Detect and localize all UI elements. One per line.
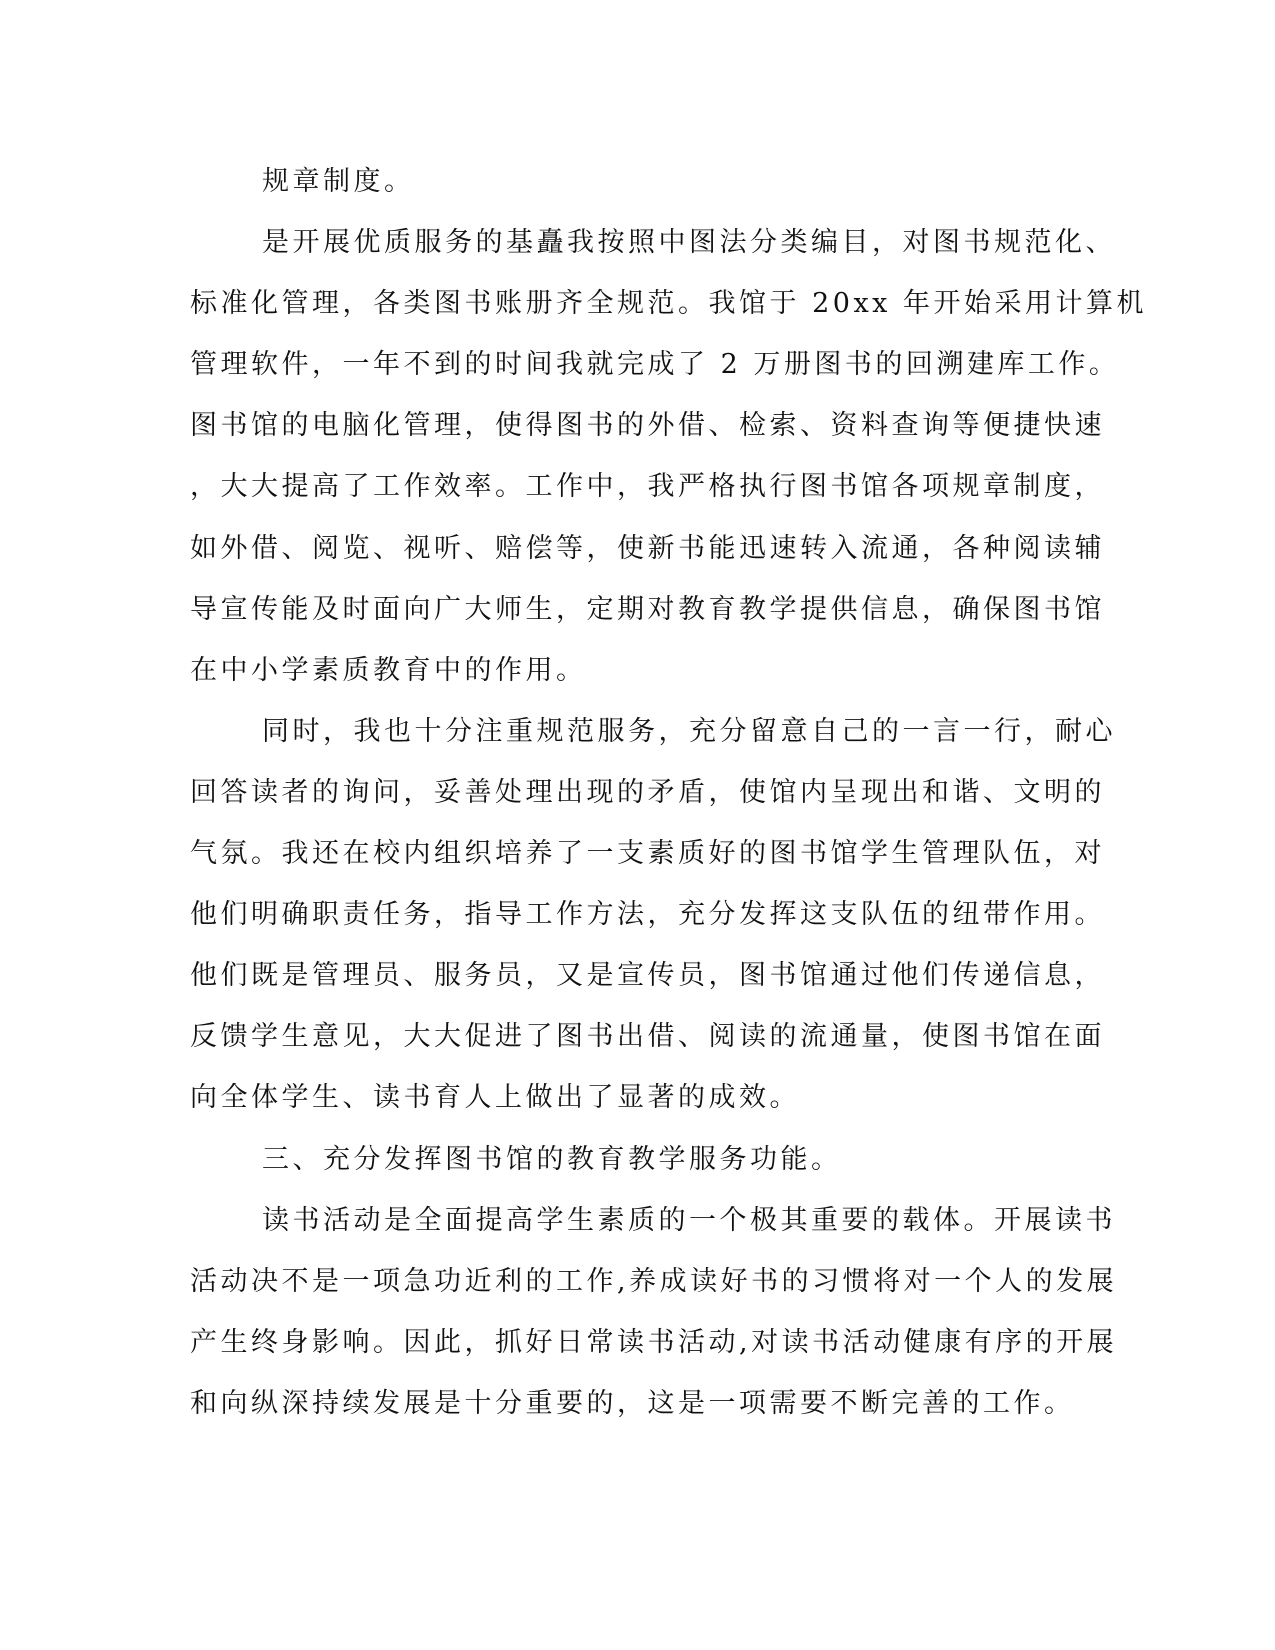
text-line: 气氛。我还在校内组织培养了一支素质好的图书馆学生管理队伍，对 bbox=[190, 838, 1105, 870]
text-line: 在中小学素质教育中的作用。 bbox=[190, 654, 587, 686]
section-heading: 三、充分发挥图书馆的教育教学服务功能。 bbox=[262, 1143, 842, 1175]
text-line: 标准化管理，各类图书账册齐全规范。我馆于 20xx 年开始采用计算机 bbox=[190, 288, 1147, 320]
text-line: 活动决不是一项急功近利的工作,养成读好书的习惯将对一个人的发展 bbox=[190, 1265, 1118, 1297]
text-line: ，大大提高了工作效率。工作中，我严格执行图书馆各项规章制度， bbox=[190, 471, 1105, 503]
text-line: 和向纵深持续发展是十分重要的，这是一项需要不断完善的工作。 bbox=[190, 1387, 1075, 1419]
text-line: 他们既是管理员、服务员，又是宣传员，图书馆通过他们传递信息， bbox=[190, 960, 1105, 992]
text-line: 规章制度。 bbox=[262, 166, 415, 197]
text-line: 是开展优质服务的基矗我按照中图法分类编目，对图书规范化、 bbox=[262, 227, 1116, 259]
text-line: 如外借、阅览、视听、赔偿等，使新书能迅速转入流通，各种阅读辅 bbox=[190, 532, 1105, 564]
text-line: 读书活动是全面提高学生素质的一个极其重要的载体。开展读书 bbox=[262, 1204, 1116, 1236]
text-line: 他们明确职责任务，指导工作方法，充分发挥这支队伍的纽带作用。 bbox=[190, 899, 1105, 931]
body-text bbox=[190, 162, 1147, 1445]
text-line: 同时，我也十分注重规范服务，充分留意自己的一言一行，耐心 bbox=[262, 715, 1116, 747]
text-line: 回答读者的询问，妥善处理出现的矛盾，使馆内呈现出和谐、文明的 bbox=[190, 776, 1105, 808]
text-line: 管理软件，一年不到的时间我就完成了 2 万册图书的回溯建库工作。 bbox=[190, 349, 1120, 381]
text-line: 产生终身影响。因此，抓好日常读书活动,对读书活动健康有序的开展 bbox=[190, 1326, 1118, 1358]
text-line: 向全体学生、读书育人上做出了显著的成效。 bbox=[190, 1082, 800, 1114]
text-line: 导宣传能及时面向广大师生，定期对教育教学提供信息，确保图书馆 bbox=[190, 593, 1105, 625]
text-line: 反馈学生意见，大大促进了图书出借、阅读的流通量，使图书馆在面 bbox=[190, 1021, 1105, 1053]
text-line: 图书馆的电脑化管理，使得图书的外借、检索、资料查询等便捷快速 bbox=[190, 410, 1105, 442]
